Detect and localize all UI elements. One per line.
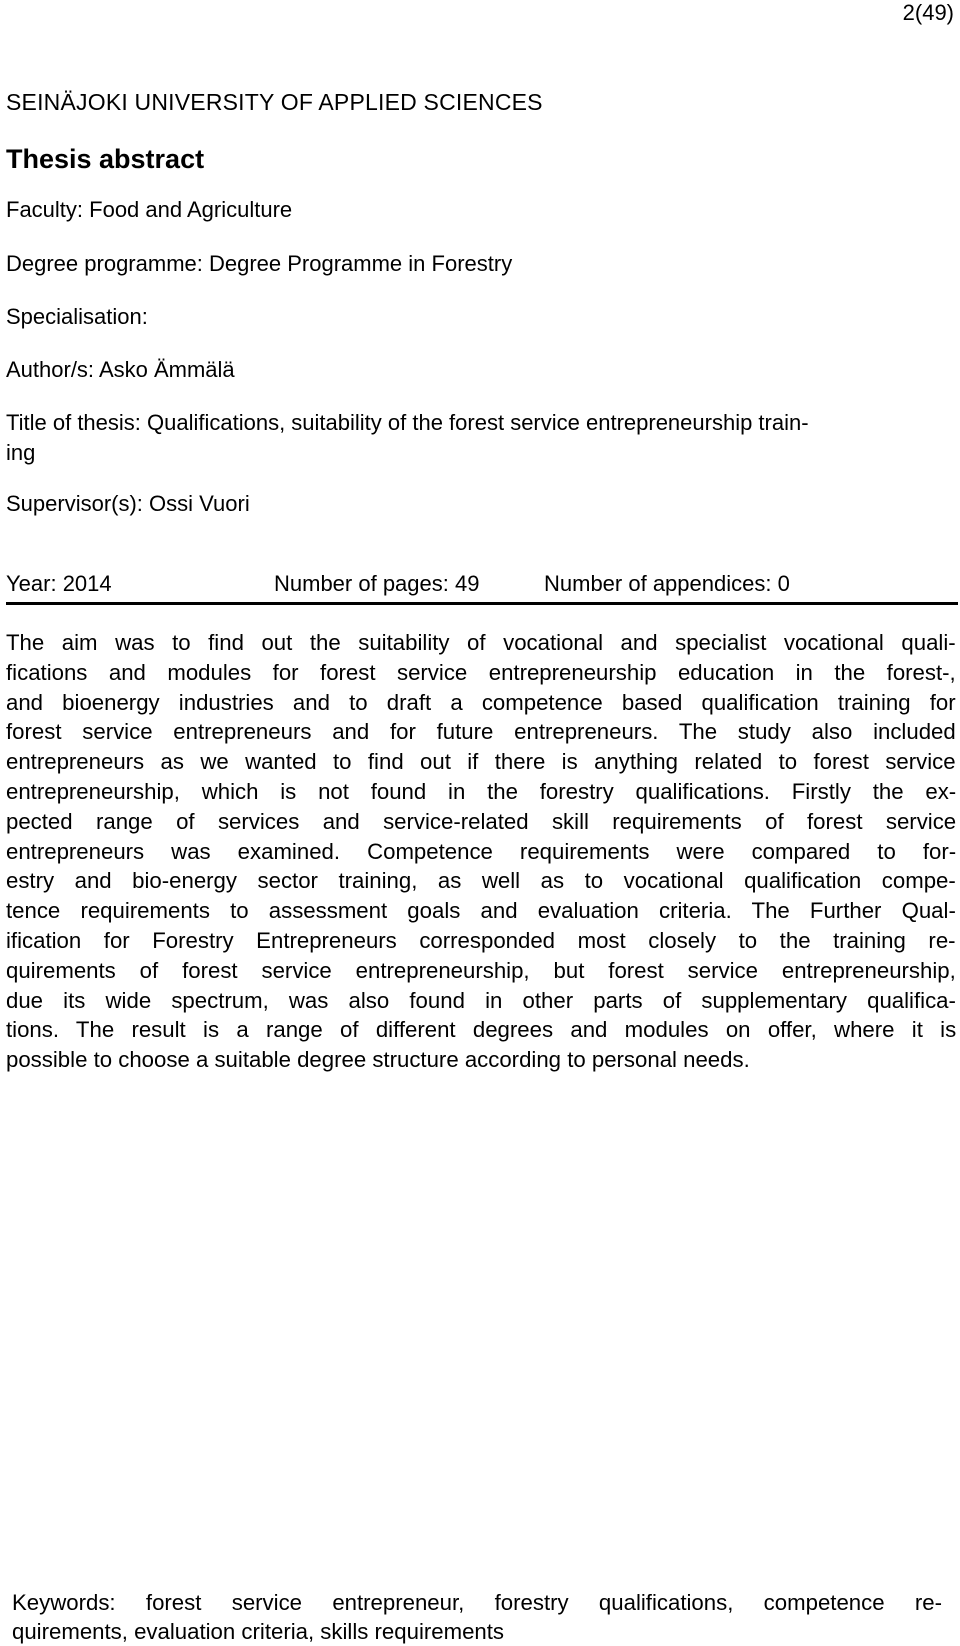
degree-programme-line — [6, 250, 956, 278]
abstract-line: due its wide spectrum, was also found in other parts of supplementary qualifica- — [6, 987, 956, 1013]
specialisation-line — [6, 303, 956, 331]
abstract-line: entrepreneurship, which is not found in the forestry qualifications. Firstly the ex- — [6, 778, 957, 804]
faculty-line — [6, 196, 956, 224]
abstract-line: The aim was to find out the suitability of vocational and specialist vocational quali- — [6, 630, 956, 655]
keywords-label: Keywords: — [12, 1590, 146, 1615]
page-title: Thesis abstract — [6, 144, 205, 174]
supervisor-line — [6, 490, 956, 518]
degree-programme-label: Degree programme: — [6, 251, 209, 276]
thesis-title-value-line1: Qualifications, suitability of the forest service entrepreneurship train- — [147, 410, 809, 435]
abstract-line: tions. The result is a range of different degrees and modules on offer, where it is — [6, 1017, 957, 1043]
keywords-value-line1: forest service entrepreneur, forestry qualifications, competence re- — [145, 1590, 942, 1615]
abstract-body — [6, 628, 956, 1075]
abstract-line: tence requirements to assessment goals and evaluation criteria. The Further Qual- — [6, 898, 956, 924]
year-label: Year: — [6, 571, 63, 596]
keywords-value-line2: quirements, evaluation criteria, skills requirements — [12, 1619, 505, 1644]
keywords-line1 — [12, 1588, 942, 1617]
specialisation-label: Specialisation: — [6, 304, 148, 329]
abstract-line: estry and bio-energy sector training, as well as to vocational qualification compe- — [6, 868, 956, 894]
abstract-line: quirements of forest service entrepreneurship, but forest service entrepreneurship, — [6, 957, 956, 983]
appendices-value: 0 — [777, 571, 790, 596]
faculty-label: Faculty: — [6, 197, 90, 222]
year-field — [6, 570, 112, 598]
abstract-line: fications and modules for forest service entrepreneurship education in the forest-, — [6, 659, 956, 685]
appendices-field — [544, 570, 790, 598]
faculty-value: Food and Agriculture — [89, 197, 293, 222]
publication-details-row — [6, 570, 958, 600]
supervisor-label: Supervisor(s): — [6, 491, 150, 516]
keywords-line2 — [12, 1617, 942, 1646]
abstract-line: entrepreneurs was examined. Competence requirements were compared to for- — [6, 838, 957, 864]
pages-value: 49 — [454, 571, 480, 596]
thesis-title-continuation — [6, 439, 956, 467]
abstract-line: pected range of services and service-related skill requirements of forest service — [6, 808, 957, 834]
university-name: SEINÄJOKI UNIVERSITY OF APPLIED SCIENCES — [6, 89, 543, 115]
thesis-title-value-line2: ing — [6, 440, 36, 465]
author-label: Author/s: — [6, 357, 99, 382]
keywords-section — [12, 1588, 942, 1646]
appendices-label: Number of appendices: — [544, 571, 778, 596]
abstract-line: entrepreneurs as we wanted to find out if there is anything related to forest service — [6, 749, 956, 775]
author-value: Asko Ämmälä — [98, 357, 235, 382]
supervisor-value: Ossi Vuori — [149, 491, 250, 516]
thesis-title-label: Title of thesis: — [6, 410, 148, 435]
abstract-line: forest service entrepreneurs and for future entrepreneurs. The study also included — [6, 719, 956, 745]
section-divider — [6, 602, 958, 605]
year-value: 2014 — [62, 571, 112, 596]
author-line — [6, 356, 956, 384]
thesis-title-line — [6, 409, 956, 437]
degree-programme-value: Degree Programme in Forestry — [208, 251, 513, 276]
pages-field — [274, 570, 479, 598]
abstract-line: ification for Forestry Entrepreneurs corresponded most closely to the training re- — [6, 927, 956, 953]
abstract-line: possible to choose a suitable degree structure according to personal needs. — [6, 1047, 750, 1073]
abstract-line: and bioenergy industries and to draft a competence based qualification training for — [6, 689, 956, 715]
page-number: 2(49) — [902, 0, 954, 25]
pages-label: Number of pages: — [274, 571, 455, 596]
